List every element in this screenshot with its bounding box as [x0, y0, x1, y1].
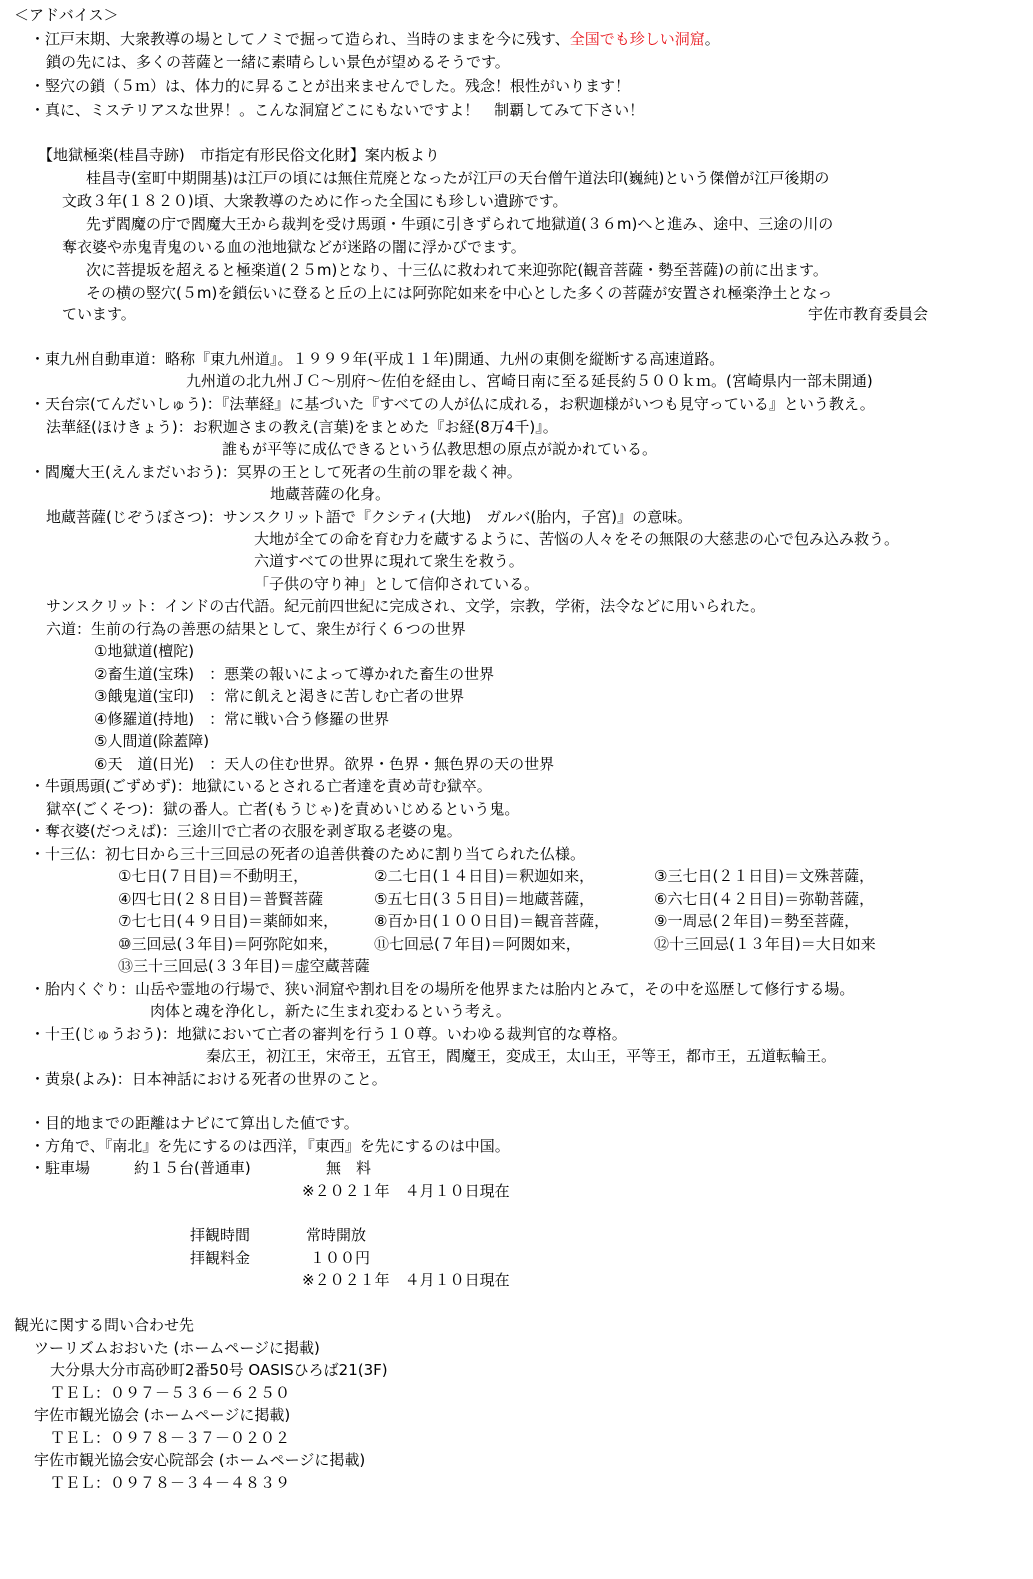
hours-value: 常時開放: [306, 1226, 367, 1244]
contact-tourism-oita: ツーリズムおおいた (ホームページに掲載): [34, 1339, 320, 1357]
advice-item-1-end: 。: [704, 30, 720, 48]
glossary-jusanbutsu: ・十三仏：初七日から三十三回忌の死者の追善供養のために割り当てられた仏様。: [30, 845, 586, 863]
rokudo-1: ①地獄道(檀陀): [94, 642, 195, 660]
advice-highlight: 全国でも珍しい洞窟: [569, 30, 705, 48]
buddha-2: ②二七日(１４日目)＝釈迦如来，: [374, 867, 595, 885]
buddha-13: ⑬三十三回忌(３３年目)＝虚空蔵菩薩: [118, 957, 370, 975]
board-line-5: 次に菩提坂を超えると極楽道(２５m)となり、十三仏に救われて来迎弥陀(観音菩薩・勢至菩薩)の前に出ます。: [86, 261, 828, 279]
glossary-jizo-cont-2: 六道すべての世界に現れて衆生を救う。: [254, 552, 524, 570]
board-line-3: 先ず閻魔の庁で閻魔大王から裁判を受け馬頭・牛頭に引きずられて地獄道(３６m)へと進み、途中、三途の川の: [86, 215, 834, 233]
glossary-jizo: 地蔵菩薩(じぞうぼさつ)：サンスクリット語で『クシティ(大地) ガルバ(胎内，子宮)』の意味。: [46, 508, 693, 526]
advice-item-1-text: ・江戸末期、大衆教導の場としてノミで掘って造られ、当時のままを今に残す、: [30, 30, 570, 48]
contact-tourism-oita-tel: ＴＥＬ：０９７－５３６－６２５０: [50, 1384, 291, 1402]
glossary-hokekyo: 法華経(ほけきょう)：お釈迦さまの教え(言葉)をまとめた『お経(8万4千)』。: [46, 418, 558, 436]
glossary-higashi-kyushu-cont: 九州道の北九州ＪＣ～別府～佐伯を経由し、宮崎日南に至る延長約５００ｋｍ。(宮崎県内一部未開通): [186, 372, 873, 390]
contact-usa-kanko: 宇佐市観光協会 (ホームページに掲載): [34, 1406, 291, 1424]
glossary-tainai-cont: 肉体と魂を浄化し，新たに生まれ変わるという考え。: [150, 1002, 511, 1020]
fee-label: 拝観料金: [190, 1249, 251, 1267]
buddha-11: ⑪七回忌(７年目)＝阿閦如来，: [374, 935, 581, 953]
advice-item-2: ・竪穴の鎖（５ｍ）は、体力的に昇ることが出来ませんでした。残念！根性がいります！: [30, 77, 631, 95]
parking-label: ・駐車場: [30, 1159, 91, 1177]
board-line-1: 桂昌寺(室町中期開基)は江戸の頃には無住荒廃となったが江戸の天台僧午道法印(巍純)という傑僧が江戸後期の: [86, 169, 830, 187]
rokudo-5: ⑤人間道(除蓋障): [94, 732, 210, 750]
glossary-jizo-cont-3: 「子供の守り神」として信仰されている。: [254, 575, 540, 593]
glossary-yomi: ・黄泉(よみ)：日本神話における死者の世界のこと。: [30, 1070, 387, 1088]
buddha-4: ④四七日(２８日目)＝普賢菩薩: [118, 890, 324, 908]
parking-fee: 無 料: [326, 1159, 372, 1177]
contact-usa-kanko-tel: ＴＥＬ：０９７８－３７－０２０２: [50, 1429, 291, 1447]
advice-item-3: ・真に、ミステリアスな世界！。こんな洞窟どこにもないですよ！ 制覇してみて下さい！: [30, 101, 645, 119]
buddha-1: ①七日(７日目)＝不動明王，: [118, 867, 309, 885]
buddha-7: ⑦七七日(４９日目)＝薬師如来，: [118, 912, 339, 930]
buddha-6: ⑥六七日(４２日目)＝弥勒菩薩，: [654, 890, 875, 908]
advice-item-1-cont: 鎖の先には、多くの菩薩と一緒に素晴らしい景色が望めるそうです。: [46, 53, 510, 71]
contact-heading: 観光に関する問い合わせ先: [14, 1316, 195, 1334]
glossary-rokudo: 六道：生前の行為の善悪の結果として、衆生が行く６つの世界: [46, 620, 466, 638]
glossary-hokekyo-cont: 誰もが平等に成仏できるという仏教思想の原点が説かれている。: [222, 440, 658, 458]
glossary-datsueba: ・奪衣婆(だつえば)：三途川で亡者の衣服を剥ぎ取る老婆の鬼。: [30, 822, 462, 840]
advice-heading: ＜アドバイス＞: [14, 6, 119, 24]
board-signature: 宇佐市教育委員会: [808, 305, 929, 323]
parking-date: ※２０２１年 ４月１０日現在: [302, 1182, 510, 1200]
rokudo-2: ②畜生道(宝珠) ：悪業の報いによって導かれた畜生の世界: [94, 665, 495, 683]
hours-label: 拝観時間: [190, 1226, 251, 1244]
advice-item-1: [30, 28, 720, 50]
contact-ajimu: 宇佐市観光協会安心院部会 (ホームページに掲載): [34, 1451, 366, 1469]
glossary-higashi-kyushu: ・東九州自動車道：略称『東九州道』。１９９９年(平成１１年)開通、九州の東側を縦断する高速道路。: [30, 350, 725, 368]
glossary-juo: ・十王(じゅうおう)：地獄において亡者の審判を行う１０尊。いわゆる裁判官的な尊格。: [30, 1025, 627, 1043]
note-distance: ・目的地までの距離はナビにて算出した値です。: [30, 1114, 359, 1132]
glossary-tainai: ・胎内くぐり：山岳や霊地の行場で、狭い洞窟や割れ目をの場所を他界または胎内とみて，その中を巡歴して修行する場。: [30, 980, 855, 998]
buddha-5: ⑤五七日(３５日目)＝地蔵菩薩，: [374, 890, 595, 908]
fee-date: ※２０２１年 ４月１０日現在: [302, 1271, 510, 1289]
contact-tourism-oita-address: 大分県大分市高砂町2番50号 OASISひろば21(3F): [50, 1361, 388, 1379]
board-line-4: 奪衣婆や赤鬼青鬼のいる血の池地獄などが迷路の闇に浮かびでます。: [62, 238, 526, 256]
glossary-jizo-cont-1: 大地が全ての命を育む力を蔵するように、苦悩の人々をその無限の大慈悲の心で包み込み救う。: [254, 530, 900, 548]
glossary-juo-cont: 秦広王，初江王，宋帝王，五官王，閻魔王，変成王，太山王，平等王，都市王，五道転輪王。: [206, 1047, 837, 1065]
buddha-8: ⑧百か日(１００日目)＝観音菩薩，: [374, 912, 610, 930]
fee-value: １００円: [310, 1249, 371, 1267]
contact-ajimu-tel: ＴＥＬ：０９７８－３４－４８３９: [50, 1474, 291, 1492]
glossary-sanskrit: サンスクリット：インドの古代語。紀元前四世紀に完成され、文学，宗教，学術，法令などに用いられた。: [46, 597, 766, 615]
glossary-tendai: ・天台宗(てんだいしゅう)：『法華経』に基づいた『すべての人が仏に成れる，お釈迦様がいつも見守っている』という教え。: [30, 395, 875, 413]
rokudo-4: ④修羅道(持地) ：常に戦い合う修羅の世界: [94, 710, 390, 728]
board-line-2: 文政３年(１８２０)頃、大衆教導のために作った全国にも珍しい遺跡です。: [62, 192, 568, 210]
glossary-enma-cont: 地蔵菩薩の化身。: [270, 485, 391, 503]
glossary-gokusotsu: 獄卒(ごくそつ)：獄の番人。亡者(もうじゃ)を責めいじめるという鬼。: [46, 800, 520, 818]
buddha-12: ⑫十三回忌(１３年目)＝大日如来: [654, 935, 876, 953]
board-line-6: その横の竪穴(５m)を鎖伝いに登ると丘の上には阿弥陀如来を中心とした多くの菩薩が安置され極楽浄土となっ: [86, 284, 833, 302]
rokudo-6: ⑥天 道(日光) ：天人の住む世界。欲界・色界・無色界の天の世界: [94, 755, 555, 773]
buddha-9: ⑨一周忌(２年目)＝勢至菩薩，: [654, 912, 860, 930]
glossary-gozumezu: ・牛頭馬頭(ごずめず)：地獄にいるとされる亡者達を責め苛む獄卒。: [30, 777, 492, 795]
note-direction: ・方角で、『南北』を先にするのは西洋，『東西』を先にするのは中国。: [30, 1137, 510, 1155]
rokudo-3: ③餓鬼道(宝印) ：常に飢えと渇きに苦しむ亡者の世界: [94, 687, 465, 705]
board-title: 【地獄極楽(桂昌寺跡) 市指定有形民俗文化財】案内板より: [38, 146, 440, 164]
buddha-3: ③三七日(２１日目)＝文殊菩薩，: [654, 867, 875, 885]
glossary-enma: ・閻魔大王(えんまだいおう)：冥界の王として死者の生前の罪を裁く神。: [30, 463, 522, 481]
buddha-10: ⑩三回忌(３年目)＝阿弥陀如来，: [118, 935, 339, 953]
board-line-7: ています。: [62, 305, 136, 323]
parking-count: 約１５台(普通車): [134, 1159, 251, 1177]
